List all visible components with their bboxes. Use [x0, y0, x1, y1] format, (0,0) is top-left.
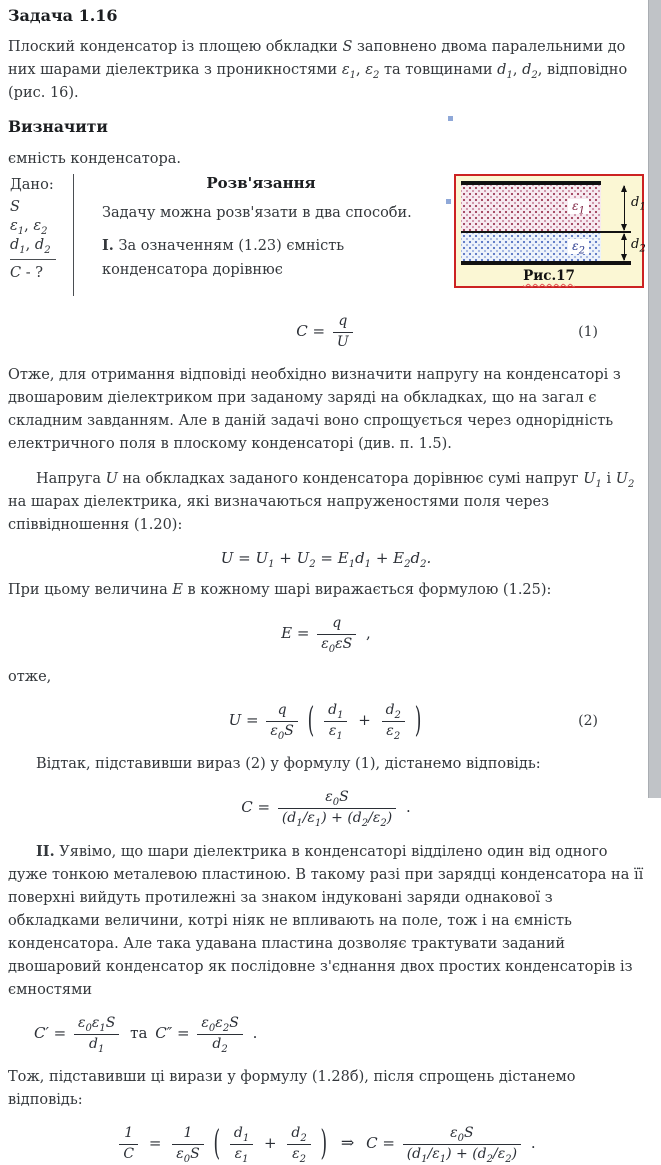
given-question: C - ? [10, 259, 56, 283]
eq1-fraction: $\frac{q}{U}$ [333, 312, 353, 352]
close-paren: ) [414, 700, 422, 742]
dielectric-layer-1 [461, 185, 601, 231]
eq3-fraction: $\frac{q}{\varepsilon_0\varepsilon S}$ [317, 614, 356, 654]
d1-label: $d_1$ [631, 195, 646, 213]
d1-dimension-arrow [624, 186, 625, 230]
eq6-fraction-a: $\frac{\varepsilon_0\varepsilon_1S}{d_1}$ [74, 1014, 119, 1054]
eq7-fraction-d: $\frac{d_2}{\varepsilon_2}$ [287, 1124, 310, 1164]
paragraph-tozh: Тож, підставивши ці вирази у формулу (1.28б), після спрощень дістанемо відповідь: [8, 1069, 576, 1108]
eq7-fraction-b: $\frac{1}{\varepsilon_0S}$ [172, 1124, 203, 1164]
plus-operator: + [264, 1134, 277, 1152]
given-label: Дано: [10, 177, 54, 193]
figure-ris17 [454, 174, 644, 288]
paragraph-method2 [8, 840, 644, 1002]
method2-label: II. [36, 843, 55, 860]
eq6-fraction-b: $\frac{\varepsilon_0\varepsilon_2S}{d_2}$ [197, 1014, 242, 1054]
eq5-fraction: $\frac{\varepsilon_0S}{(d_1/\varepsilon_1) + (d_2/\varepsilon_2)}$ [278, 788, 396, 828]
eq5-trail: . [406, 798, 411, 816]
method2-text: Уявімо, що шари діелектрика в конденсаторі відділено один від одного дуже тонкою металевою пластиною. В такому разі при зарядці конденсатора на її поверхні вийдуть протилежні за знаком індуковані заряди однакової з обкладками величини, котрі ніяк не впливають на поле, тож і на ємність конденсатора. Але така удавана пластина дозволяє трактувати заданий двошаровий конденсатор як послідовне з'єднання двох простих конденсаторів із ємностями [8, 844, 644, 998]
paragraph-napruga: Напруга U на обкладках заданого конденсатора дорівнює сумі напруг $U_1$ і $U_2$ на шарах діелектрика, які визначаються напруженостями поля через співвідношення (1.20): [8, 471, 635, 533]
equation-voltage-sum [8, 549, 644, 570]
equation-final-answer [8, 1124, 644, 1164]
paragraph-otzhe2: отже, [8, 669, 52, 685]
dielectric-layer-2 [461, 233, 601, 261]
equation-voltage-expanded [8, 701, 644, 741]
plus-operator: + [358, 711, 371, 729]
eq2-text: $U = U_1 + U_2 = E_1d_1 + E_2d_2$. [220, 549, 432, 570]
eq6-lhs2: C″ = [155, 1024, 190, 1042]
scrollbar[interactable] [648, 0, 661, 798]
eq7-trail: . [530, 1134, 536, 1152]
given-block [8, 174, 74, 296]
eq3-lhs: E = [281, 624, 310, 642]
given-item-s: S [10, 199, 20, 215]
solution-heading: Розв'язання [206, 174, 316, 192]
capacitor-bottom-plate [461, 261, 631, 265]
solution-intro-text: Задачу можна розв'язати в два способи. [102, 205, 412, 221]
anchor-marker-icon [446, 199, 451, 204]
anchor-marker-icon [448, 116, 453, 121]
method1-label: I. [102, 237, 114, 254]
eq7-lhs2: C = [366, 1134, 395, 1152]
eq4-fraction-c: $\frac{d_2}{\varepsilon_2}$ [382, 701, 405, 741]
find-text: ємність конденсатора. [8, 151, 182, 167]
problem-statement: Плоский конденсатор із площею обкладки S заповнено двома паралельними до них шарами діелектрика з проникностями $\varepsilon_1$, $\varepsilon_2$ та товщинами $d_1$, $d_2$, відповідно (рис. 16). [8, 39, 628, 101]
eq4-fraction-a: $\frac{q}{\varepsilon_0S}$ [266, 701, 297, 741]
eps2-label: $\varepsilon_2$ [568, 239, 589, 254]
method1-lead [102, 234, 450, 282]
equation-field-strength [8, 614, 644, 654]
solution-intro [74, 174, 454, 291]
paragraph-otzhe: Отже, для отримання відповіді необхідно визначити напругу на конденсаторі з двошаровим діелектриком при заданому заряді на обкладках, що на загал є складним завданням. Але в даній задачі воно спрощується через однорідність електричного поля в плоскому конденсаторі (див. п. 1.5). [8, 367, 621, 452]
equation-capacitance-definition [8, 312, 644, 352]
equation-number-1: (1) [578, 324, 598, 340]
eq7-fraction-e: $\frac{\varepsilon_0S}{(d_1/\varepsilon_1) + (d_2/\varepsilon_2)}$ [403, 1124, 521, 1164]
given-item-eps: $\varepsilon_1$, $\varepsilon_2$ [10, 218, 48, 237]
eps1-label: $\varepsilon_1$ [568, 199, 589, 214]
method1-text: За означенням (1.23) ємність конденсатора дорівнює [102, 238, 345, 278]
d2-label: $d_2$ [631, 237, 646, 255]
open-paren: ( [213, 1123, 221, 1165]
open-paren: ( [307, 700, 315, 742]
paragraph-velychyna: При цьому величина E в кожному шарі виражається формулою (1.25): [8, 582, 552, 598]
eq3-trail: , [366, 624, 371, 642]
close-paren: ) [320, 1123, 328, 1165]
eq7-fraction-c: $\frac{d_1}{\varepsilon_1}$ [230, 1124, 253, 1164]
paragraph-vidtak: Відтак, підставивши вираз (2) у формулу (1), дістанемо відповідь: [36, 756, 541, 772]
problem-title: Задача 1.16 [8, 6, 118, 25]
eq6-connector: та [130, 1024, 148, 1042]
figure-caption: Рис.17 [523, 268, 575, 284]
eq4-fraction-b: $\frac{d_1}{\varepsilon_1}$ [324, 701, 347, 741]
eq1-lhs: C = [296, 322, 326, 340]
eq6-lhs1: C′ = [34, 1024, 67, 1042]
given-solution-row [8, 174, 644, 300]
eq4-lhs: U = [228, 711, 259, 729]
d2-dimension-arrow [624, 234, 625, 260]
implies-arrow-icon: ⇒ [340, 1133, 355, 1152]
equation-capacitance-answer-1 [8, 788, 644, 828]
given-item-d: $d_1$, $d_2$ [10, 237, 51, 256]
eq7-fraction-a: $\frac{1}{C}$ [119, 1124, 138, 1164]
eq6-trail: . [252, 1024, 258, 1042]
equation-number-2: (2) [578, 713, 598, 729]
equation-series-capacitors [8, 1014, 644, 1054]
equals-sign: = [148, 1134, 162, 1152]
find-heading: Визначити [8, 117, 108, 136]
eq5-lhs: C = [241, 798, 271, 816]
